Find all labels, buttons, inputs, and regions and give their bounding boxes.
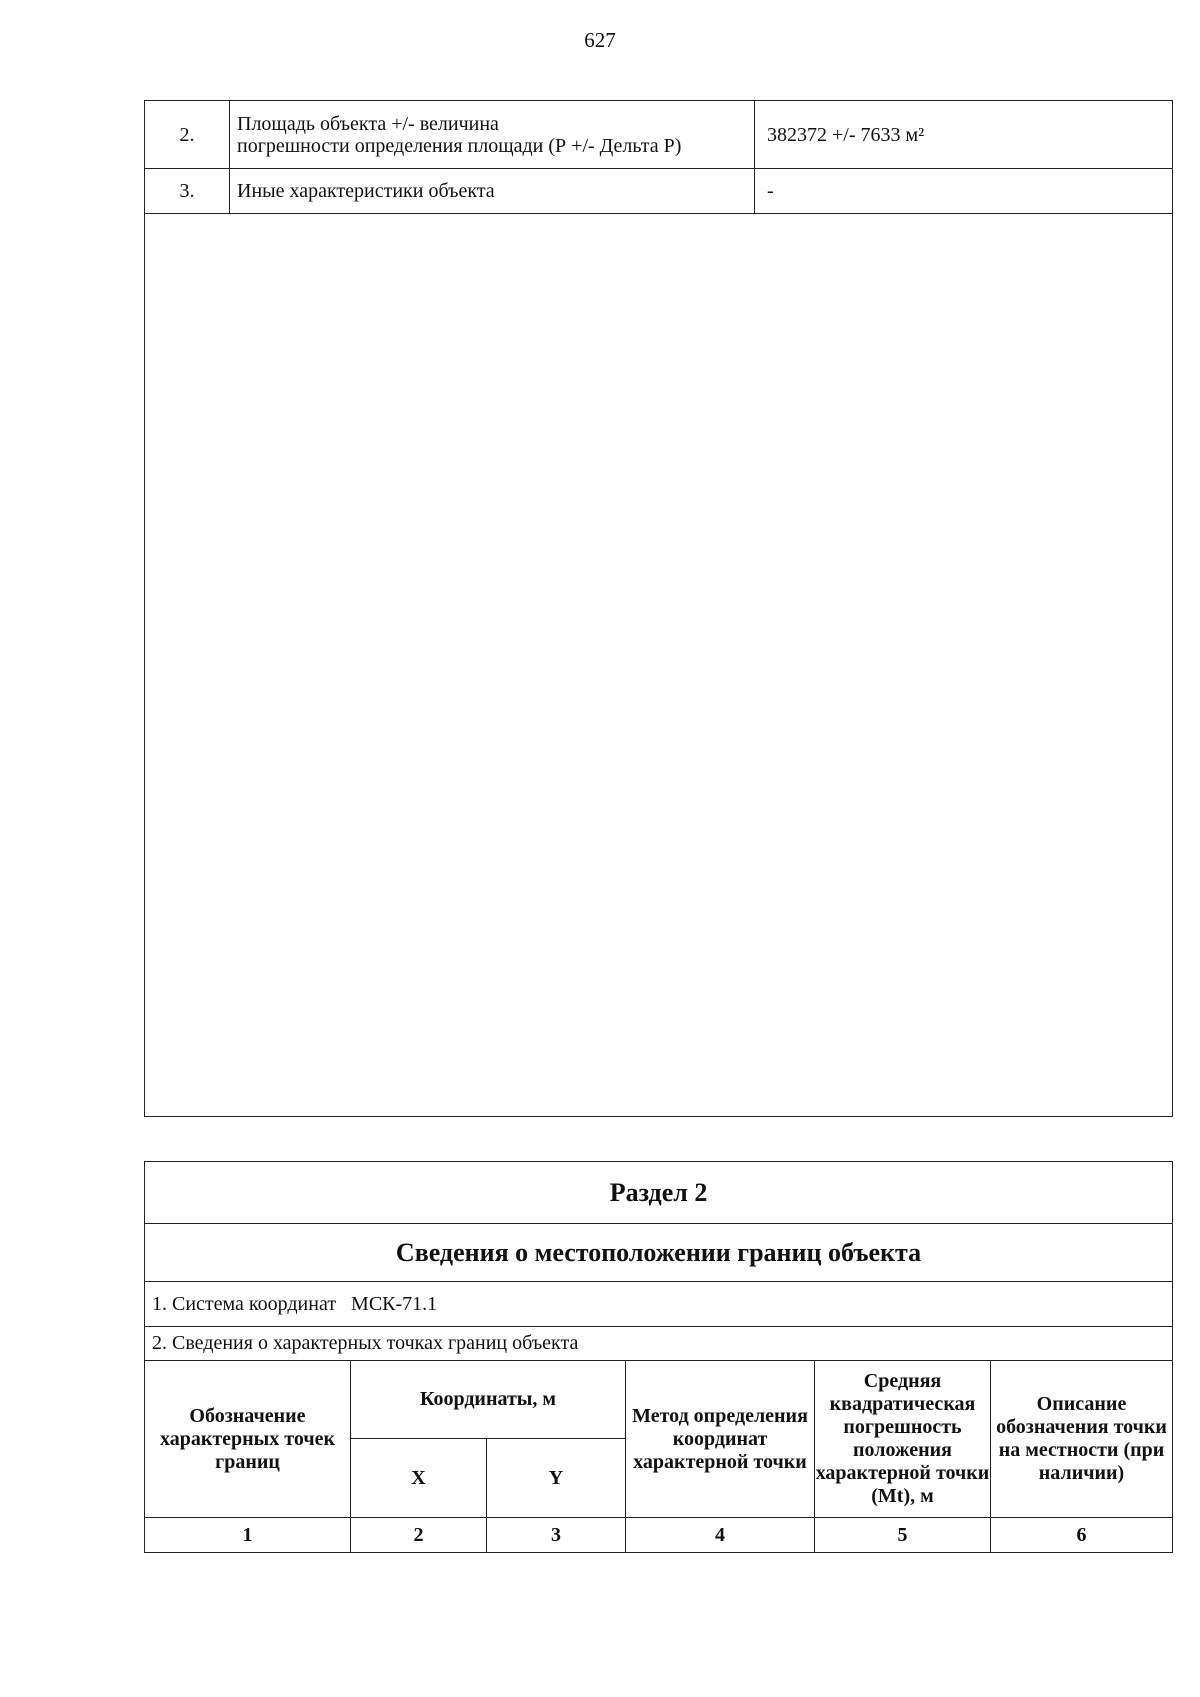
column-number: 1 [145, 1518, 351, 1553]
row-value: - [755, 169, 1173, 214]
row-number: 2. [145, 101, 230, 169]
points-info-row [145, 1327, 1173, 1361]
section-subtitle: Сведения о местоположении границ объекта [145, 1224, 1173, 1282]
header-x: X [351, 1439, 487, 1518]
page-number: 627 [584, 28, 616, 52]
section-title-row [145, 1162, 1173, 1224]
header-row [145, 1361, 1173, 1439]
table-row [145, 169, 1173, 214]
coord-system-row [145, 1282, 1173, 1327]
header-method: Метод определения координат характерной точки [626, 1361, 815, 1518]
header-error: Средняя квадратическая погрешность положения характерной точки (Mt), м [815, 1361, 991, 1518]
row-number: 3. [145, 169, 230, 214]
column-number: 4 [626, 1518, 815, 1553]
coord-system: 1. Система координат МСК-71.1 [145, 1282, 1173, 1327]
header-y: Y [487, 1439, 626, 1518]
column-number: 6 [991, 1518, 1173, 1553]
column-number: 5 [815, 1518, 991, 1553]
row-label [230, 101, 755, 169]
column-number: 2 [351, 1518, 487, 1553]
header-coordinates: Координаты, м [351, 1361, 626, 1439]
section2-table [144, 1161, 1173, 1553]
object-characteristics-table [144, 100, 1173, 1117]
points-info: 2. Сведения о характерных точках границ объекта [145, 1327, 1173, 1361]
blank-area [145, 214, 1173, 1117]
section-subtitle-row [145, 1224, 1173, 1282]
section-title: Раздел 2 [145, 1162, 1173, 1224]
table-row [145, 101, 1173, 169]
row-label-line: погрешности определения площади (Р +/- Дельта Р) [237, 134, 682, 157]
header-description: Описание обозначения точки на местности (при наличии) [991, 1361, 1173, 1518]
header-designation: Обозначение характерных точек границ [145, 1361, 351, 1518]
row-label-line: Площадь объекта +/- величина [237, 112, 499, 135]
row-label: Иные характеристики объекта [230, 169, 755, 214]
column-number: 3 [487, 1518, 626, 1553]
blank-area-row [145, 214, 1173, 1117]
row-value: 382372 +/- 7633 м² [755, 101, 1173, 169]
column-numbers-row [145, 1518, 1173, 1553]
